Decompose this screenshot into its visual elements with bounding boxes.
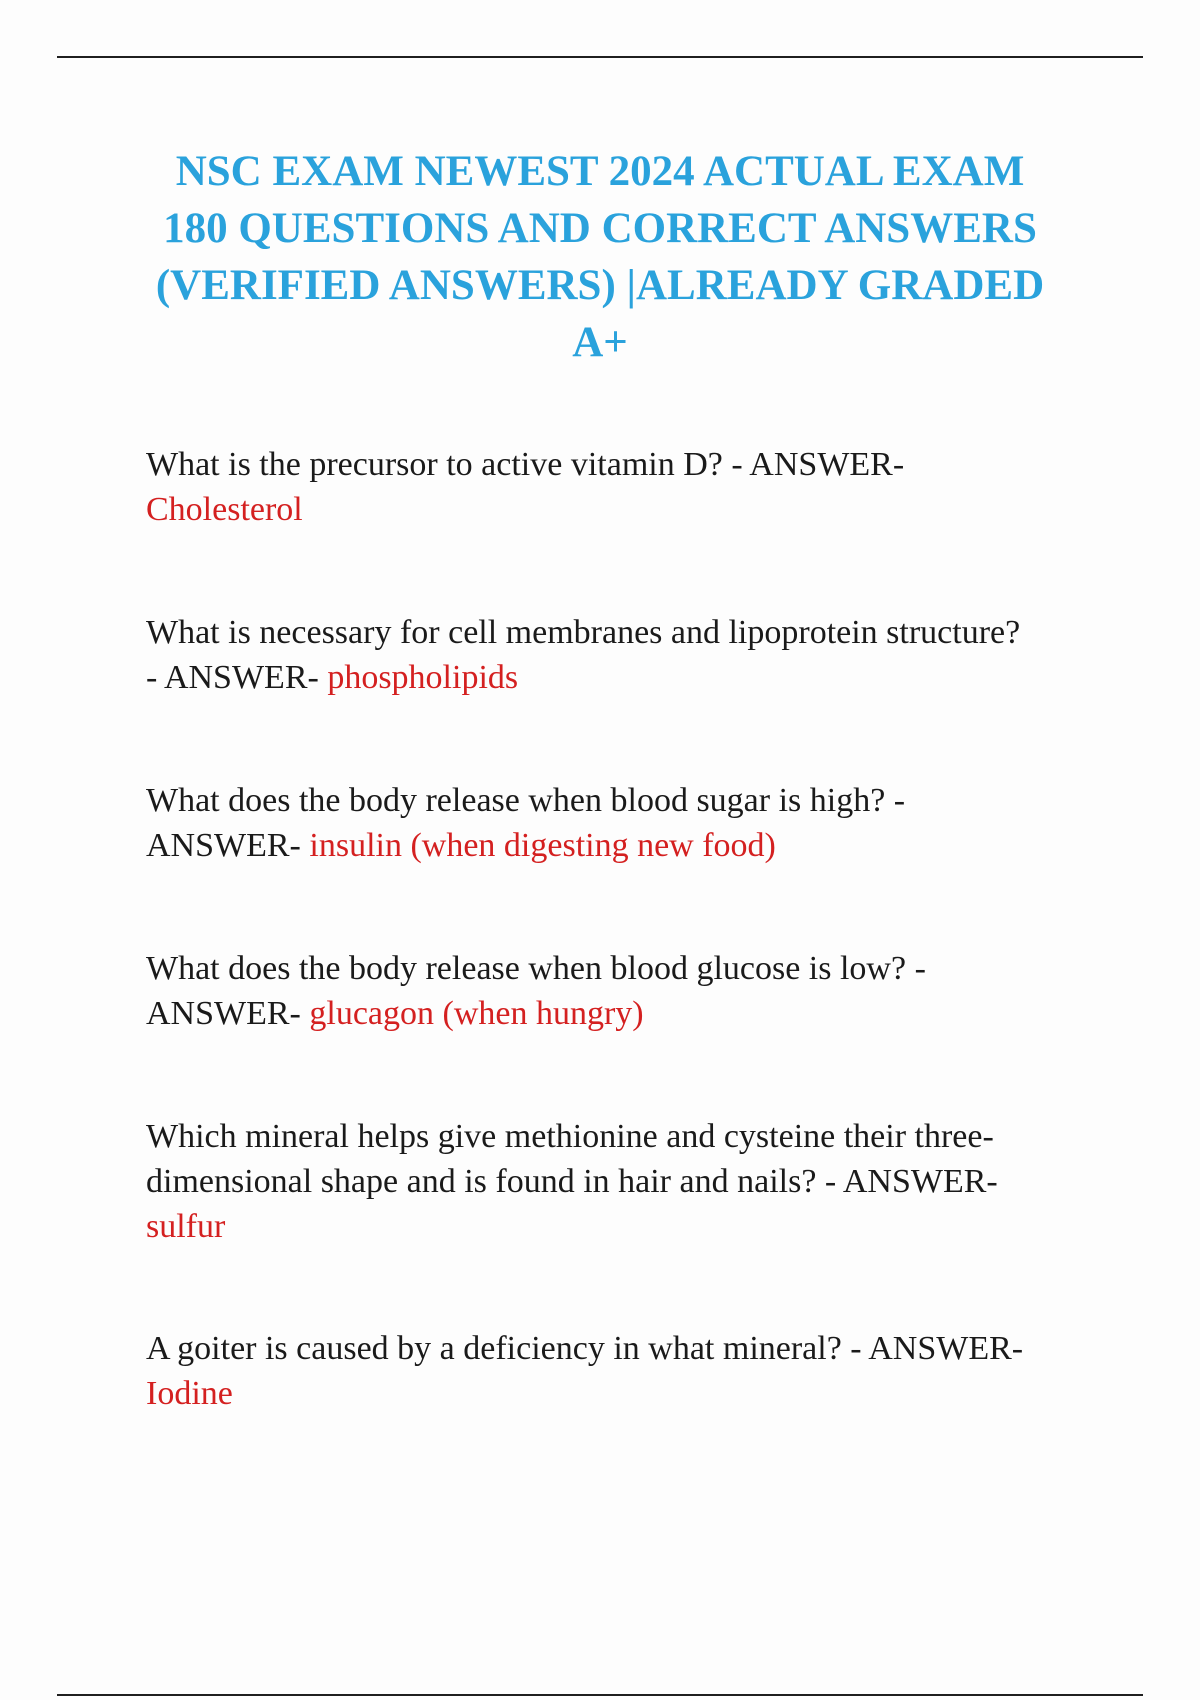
question-text: dimensional shape and is found in hair and nails? - ANSWER-: [146, 1163, 998, 1200]
answer-line: [146, 655, 1106, 700]
question-text: A goiter is caused by a deficiency in what mineral? - ANSWER-: [146, 1330, 1024, 1367]
answer-line: [146, 991, 1106, 1036]
qa-item-3: [146, 778, 1106, 868]
answer-text: glucagon (when hungry): [309, 995, 644, 1032]
document-title: [100, 143, 1100, 371]
answer-prefix: ANSWER-: [146, 995, 310, 1032]
qa-item-1: [146, 442, 1106, 532]
answer-line: [146, 487, 1106, 532]
title-line: (VERIFIED ANSWERS) |ALREADY GRADED: [155, 262, 1045, 309]
question-text: What is necessary for cell membranes and lipoprotein structure?: [146, 614, 1021, 651]
title-line: NSC EXAM NEWEST 2024 ACTUAL EXAM: [175, 148, 1025, 195]
answer-line: [146, 823, 1106, 868]
title-line: 180 QUESTIONS AND CORRECT ANSWERS: [163, 205, 1037, 252]
qa-item-4: [146, 946, 1106, 1036]
answer-text: phospholipids: [327, 659, 519, 696]
answer-line: [146, 1371, 1106, 1416]
answer-text: sulfur: [146, 1208, 226, 1245]
bottom-rule: [57, 1694, 1143, 1696]
title-line: A+: [572, 319, 628, 366]
question-text: What is the precursor to active vitamin D? - ANSWER-: [146, 446, 905, 483]
question-text: What does the body release when blood glucose is low? -: [146, 950, 926, 987]
top-rule: [57, 56, 1143, 58]
answer-prefix: ANSWER-: [146, 827, 310, 864]
qa-item-2: [146, 610, 1106, 700]
answer-prefix: - ANSWER-: [146, 659, 328, 696]
question-text: What does the body release when blood sugar is high? -: [146, 782, 906, 819]
answer-text: insulin (when digesting new food): [309, 827, 776, 864]
answer-text: Cholesterol: [146, 491, 303, 528]
qa-item-6: [146, 1326, 1106, 1416]
answer-text: Iodine: [146, 1375, 233, 1412]
qa-item-5: [146, 1114, 1106, 1249]
question-text: Which mineral helps give methionine and cysteine their three-: [146, 1118, 994, 1155]
